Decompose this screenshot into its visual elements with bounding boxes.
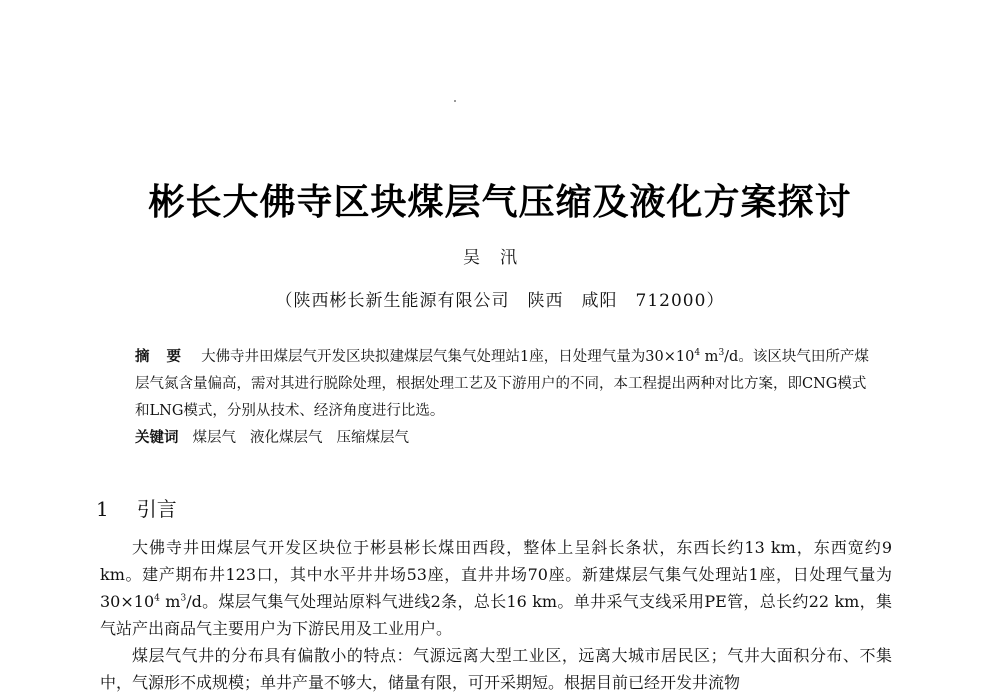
abstract-label: 摘 要: [135, 349, 188, 365]
abstract-paragraph: [135, 344, 875, 425]
section-heading: [96, 493, 177, 522]
abstract-text-before: 大佛寺井田煤层气开发区块拟建煤层气集气处理站1座，日处理气量为30×10: [201, 349, 695, 365]
keywords-line: [135, 425, 875, 452]
body-text-unit: m: [159, 592, 181, 611]
body-text-part: /d。煤层气集气处理站原料气进线2条，总长16 km。单井采气支线采用PE管，总长约22 km，集气站产出商品气主要用户为下游民用及工业用户。: [100, 592, 892, 638]
section-title: 引言: [136, 497, 177, 521]
abstract-block: [135, 344, 875, 452]
body-sup-cubic: 3: [180, 593, 187, 604]
abstract-text-after: /d。该区块气田所产煤层气氮含量偏高，需对其进行脱除处理，根据处理工艺及下游用户的不同，本工程提出两种对比方案，即CNG模式和LNG模式，分别从技术、经济角度进行比选。: [135, 349, 869, 419]
body-paragraph: 煤层气气井的分布具有偏散小的特点：气源远离大型工业区，远离大城市居民区；气井大面积分布、不集中，气源形不成规模；单井产量不够大，储量有限，可开采期短。根据目前已经开发井流物: [100, 646, 892, 692]
paper-title: 彬长大佛寺区块煤层气压缩及液化方案探讨: [148, 182, 852, 223]
body-paragraph: [100, 534, 892, 642]
keyword-item: 液化煤层气: [250, 430, 323, 446]
abstract-sup-exponent: 4: [694, 348, 701, 359]
abstract-sup-cubic: 3: [718, 348, 725, 359]
keyword-item: 压缩煤层气: [336, 430, 409, 446]
body-text-part: 大佛寺井田煤层气开发区块位于彬县彬长煤田西段，整体上呈斜长条状，东西长约13 km，东西宽约9 km。建产期布井123口，其中水平井井场53座，直井井场70座。新建煤层气集气处理站1座，日处理气量为30×10: [100, 538, 892, 611]
author-name: 吴汛: [463, 248, 537, 268]
author-affiliation: （陕西彬长新生能源有限公司 陕西 咸阳 712000）: [275, 291, 725, 311]
section-number: 1: [96, 497, 109, 521]
scan-speck: [454, 100, 456, 102]
keyword-item: 煤层气: [192, 430, 236, 446]
abstract-text-unit: m: [700, 349, 719, 365]
body-sup-exponent: 4: [154, 593, 160, 604]
section-body: [100, 534, 892, 696]
keywords-label: 关键词: [135, 430, 179, 446]
